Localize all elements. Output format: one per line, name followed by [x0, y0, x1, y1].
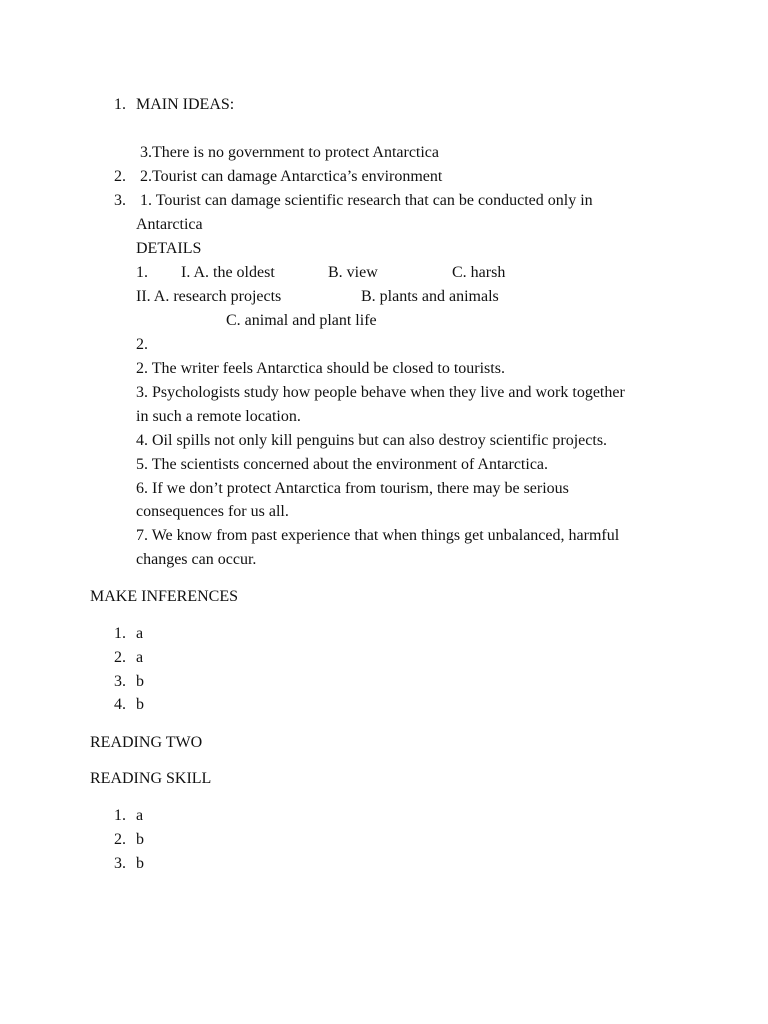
main-idea-line: 3.There is no government to protect Antarctica	[140, 144, 440, 161]
details-cell: C. animal and plant life	[226, 312, 377, 329]
list-number: 3.	[114, 673, 126, 690]
answer-item: b	[136, 673, 144, 690]
main-ideas-heading: MAIN IDEAS:	[136, 96, 235, 113]
list-number: 2.	[114, 831, 126, 848]
list-number: 4.	[114, 696, 126, 713]
details-sentence: 3. Psychologists study how people behave when they live and work together	[136, 384, 625, 401]
reading-skill-heading: READING SKILL	[90, 770, 212, 787]
details-sentence: 5. The scientists concerned about the environment of Antarctica.	[136, 456, 549, 473]
answer-item: a	[136, 807, 144, 824]
main-idea-line: 1. Tourist can damage scientific research that can be conducted only in	[140, 192, 593, 209]
main-idea-line: 2.Tourist can damage Antarctica’s environment	[140, 168, 443, 185]
details-sentence: 2. The writer feels Antarctica should be closed to tourists.	[136, 360, 505, 377]
answer-item: b	[136, 696, 144, 713]
details-sentence: 7. We know from past experience that when things get unbalanced, harmful	[136, 527, 620, 544]
list-number: 1.	[114, 807, 126, 824]
reading-two-heading: READING TWO	[90, 734, 203, 751]
make-inferences-heading: MAKE INFERENCES	[90, 588, 239, 605]
answer-item: b	[136, 831, 144, 848]
list-number: 1.	[114, 625, 126, 642]
details-heading: DETAILS	[136, 240, 202, 257]
answer-item: b	[136, 855, 144, 872]
list-number: 3.	[114, 192, 126, 209]
details-sentence: changes can occur.	[136, 551, 257, 568]
details-sentence: 4. Oil spills not only kill penguins but can also destroy scientific projects.	[136, 432, 608, 449]
details-sentence: consequences for us all.	[136, 503, 289, 520]
details-cell: C. harsh	[452, 264, 506, 281]
main-idea-line: Antarctica	[136, 216, 203, 233]
details-sentence: in such a remote location.	[136, 408, 301, 425]
list-number: 1.	[114, 96, 126, 113]
answer-item: a	[136, 625, 144, 642]
details-sentence: 6. If we don’t protect Antarctica from tourism, there may be serious	[136, 480, 569, 497]
answer-item: a	[136, 649, 144, 666]
list-number: 2.	[114, 649, 126, 666]
details-row-number: 1.	[136, 264, 148, 281]
list-number: 3.	[114, 855, 126, 872]
details-cell: B. plants and animals	[361, 288, 499, 305]
details-row-number: 2.	[136, 336, 148, 353]
details-cell: B. view	[328, 264, 378, 281]
details-cell: I. A. the oldest	[181, 264, 275, 281]
details-cell: II. A. research projects	[136, 288, 282, 305]
list-number: 2.	[114, 168, 126, 185]
